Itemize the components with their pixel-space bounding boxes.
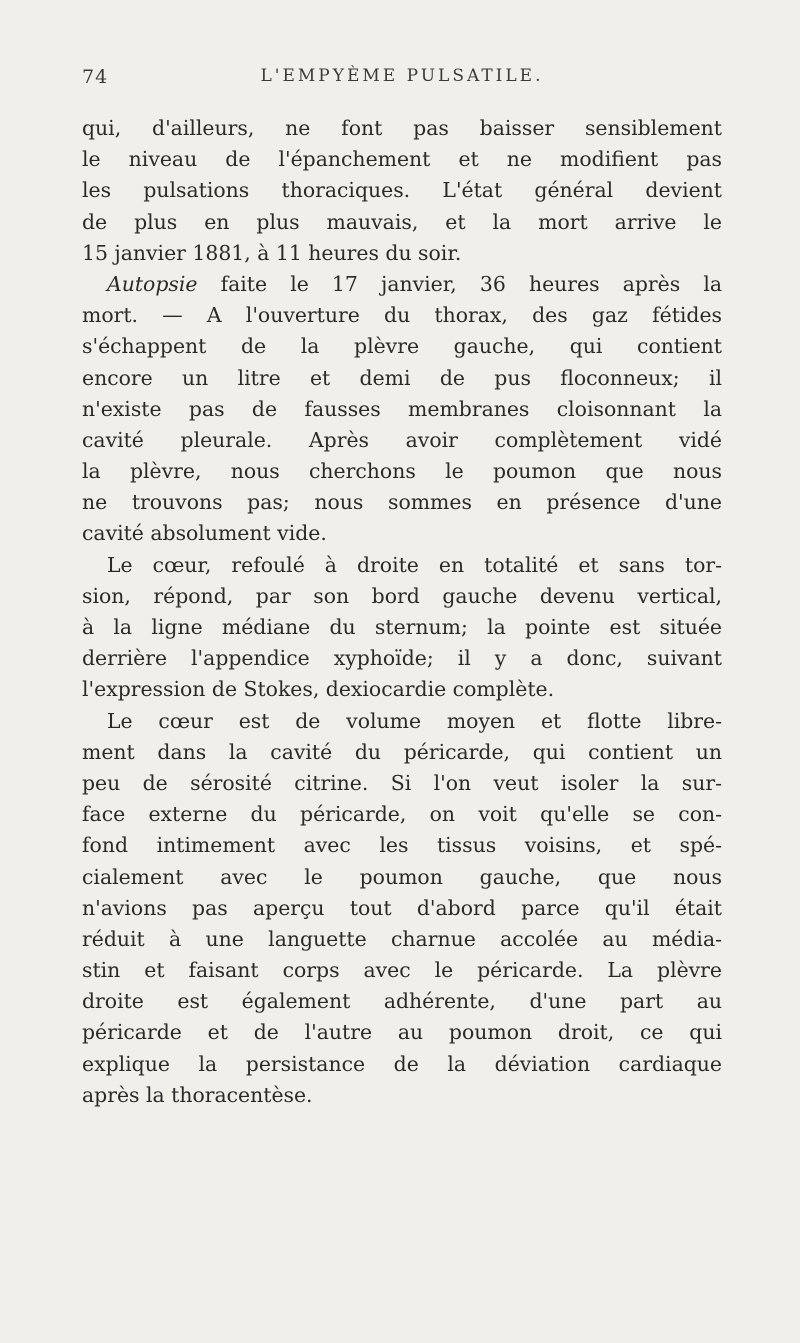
text-line: 15 janvier 1881, à 11 heures du soir.: [82, 240, 462, 265]
text-line: fond intimement avec les tissus voisins, et spé-: [82, 833, 722, 858]
text-line: mort. — A l'ouverture du thorax, des gaz fétides: [82, 303, 722, 328]
text-line: réduit à une languette charnue accolée au média-: [82, 926, 722, 951]
text-line-rest: faite le 17 janvier, 36 heures après la: [197, 271, 722, 296]
text-line: l'expression de Stokes, dexiocardie complète.: [82, 677, 555, 702]
autopsie-heading: Autopsie: [107, 271, 198, 296]
text-line: de plus en plus mauvais, et la mort arrive le: [82, 209, 722, 234]
text-line: derrière l'appendice xyphoïde; il y a donc, suivant: [82, 646, 722, 671]
text-line: [82, 269, 722, 300]
page-number: 74: [82, 66, 109, 88]
text-line: les pulsations thoraciques. L'état général devient: [82, 178, 722, 203]
text-line: la plèvre, nous cherchons le poumon que nous: [82, 459, 722, 484]
text-line: qui, d'ailleurs, ne font pas baisser sensiblement: [82, 116, 722, 140]
text-line: s'échappent de la plèvre gauche, qui contient: [82, 334, 722, 359]
paragraph-1: [82, 113, 722, 269]
text-line: après la thoracentèse.: [82, 1082, 313, 1107]
text-line: droite est également adhérente, d'une part au: [82, 989, 722, 1014]
text-line: sion, répond, par son bord gauche devenu vertical,: [82, 583, 722, 608]
text-line: cavité pleurale. Après avoir complètement vidé: [82, 427, 722, 452]
paragraph-3: [82, 550, 722, 706]
text-line: cavité absolument vide.: [82, 521, 327, 546]
text-line: n'avions pas aperçu tout d'abord parce qu'il était: [82, 895, 722, 920]
text-line: à la ligne médiane du sternum; la pointe est située: [82, 615, 722, 639]
text-line: peu de sérosité citrine. Si l'on veut isoler la sur-: [82, 770, 722, 795]
running-head: [82, 66, 722, 96]
text-line: explique la persistance de la déviation cardiaque: [82, 1051, 722, 1076]
running-title: L'EMPYÈME PULSATILE.: [260, 66, 544, 86]
text-line: Le cœur est de volume moyen et flotte libre-: [107, 708, 722, 733]
text-line: ne trouvons pas; nous sommes en présence d'une: [82, 490, 722, 515]
paragraph-4: [82, 706, 722, 1111]
text-line: le niveau de l'épanchement et ne modifient pas: [82, 147, 722, 172]
text-line: stin et faisant corps avec le péricarde. La plèvre: [82, 958, 722, 983]
text-line: ment dans la cavité du péricarde, qui contient un: [82, 739, 722, 764]
text-line: péricarde et de l'autre au poumon droit, ce qui: [82, 1020, 722, 1045]
text-line: Le cœur, refoulé à droite en totalité et sans tor-: [107, 552, 722, 577]
text-line: n'existe pas de fausses membranes cloisonnant la: [82, 396, 722, 421]
text-line: face externe du péricarde, on voit qu'elle se con-: [82, 802, 722, 827]
body-text: [82, 113, 722, 1111]
paragraph-2: [82, 269, 722, 550]
text-line: cialement avec le poumon gauche, que nous: [82, 864, 722, 889]
text-line: encore un litre et demi de pus floconneux; il: [82, 365, 722, 390]
